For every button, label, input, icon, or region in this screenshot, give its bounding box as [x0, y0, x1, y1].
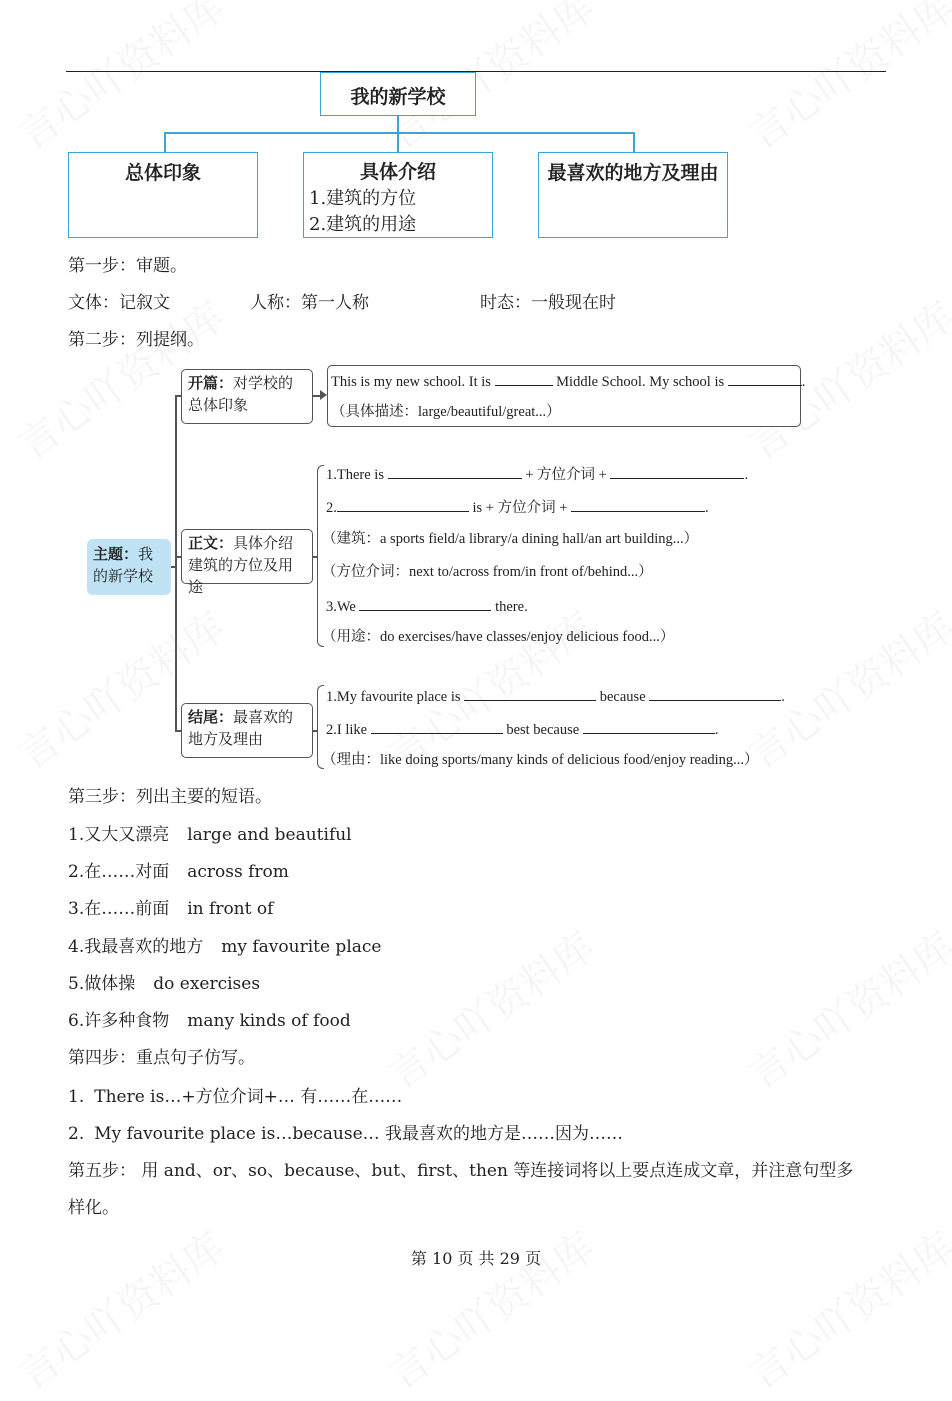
style-label: 文体：记叙文 [68, 293, 170, 313]
watermark [375, 916, 604, 1100]
phrase-en: many kinds of food [187, 1011, 351, 1031]
watermark [735, 0, 952, 161]
topic-label: 主题： [93, 545, 139, 563]
watermark [5, 0, 234, 161]
text-part: This is my new school. It is [331, 374, 491, 390]
phrase-cn: 6.许多种食物 [68, 1011, 170, 1031]
text-part: is + 方位介词 + [472, 500, 568, 516]
watermark [375, 1216, 604, 1400]
sentence-num: 2. [68, 1124, 85, 1144]
blank [649, 686, 781, 701]
text-part: there. [495, 599, 528, 615]
body-hint-usage: （用途：do exercises/have classes/enjoy delicious food...） [322, 629, 675, 645]
body-hint-buildings: （建筑：a sports field/a library/a dining hall/an art building...） [322, 531, 699, 547]
body-line-1 [326, 464, 748, 484]
phrase-item [68, 974, 260, 994]
text-part: 2.I like [326, 722, 368, 738]
blank [371, 719, 503, 734]
text-part: + 方位介词 + [525, 467, 607, 483]
ending-box [181, 703, 313, 758]
ending-line-1 [326, 686, 785, 706]
watermark [5, 1216, 234, 1400]
blank [610, 464, 744, 479]
sentence-item [68, 1087, 402, 1107]
ending-text: 最喜欢的地方及理由 [188, 708, 294, 748]
node-line: 1.建筑的方位 [309, 188, 417, 209]
header-rule [66, 71, 886, 72]
step-1: 第一步：审题。 [68, 256, 187, 276]
branch-line [175, 395, 177, 731]
phrase-en: across from [187, 862, 289, 882]
tree-node-overall [68, 152, 258, 238]
topic-box [87, 539, 171, 595]
blank [359, 596, 491, 611]
sentence-text: My favourite place is…because… 我最喜欢的地方是……因为…… [94, 1124, 624, 1144]
connector [633, 132, 635, 152]
ending-hint: （理由：like doing sports/many kinds of delicious food/enjoy reading...） [322, 752, 759, 768]
text-part: Middle School. My school is [556, 374, 725, 390]
sentence-text: There is…+方位介词+… 有……在…… [94, 1087, 403, 1107]
phrase-item [68, 825, 352, 845]
watermark [735, 1216, 952, 1400]
text-part: . [714, 722, 719, 738]
phrase-en: my favourite place [221, 937, 382, 957]
text-part: 3.We [326, 599, 356, 615]
opening-hint: （具体描述：large/beautiful/great...） [331, 404, 561, 420]
node-line: 2.建筑的用途 [309, 214, 417, 235]
opening-sentence [331, 371, 805, 391]
blank [388, 464, 522, 479]
text-part: 1.There is [326, 467, 384, 483]
phrase-en: do exercises [153, 974, 261, 994]
person-label: 人称：第一人称 [250, 293, 369, 313]
text-part: . [801, 374, 806, 390]
watermark [735, 916, 952, 1100]
opening-text: 对学校的总体印象 [188, 374, 294, 414]
text-part: 1.My favourite place is [326, 689, 461, 705]
step-5-cont: 样化。 [68, 1198, 119, 1218]
sentence-item [68, 1124, 623, 1144]
step-3: 第三步：列出主要的短语。 [68, 787, 272, 807]
phrase-item [68, 937, 381, 957]
body-line-3 [326, 596, 528, 616]
step-4: 第四步：重点句子仿写。 [68, 1048, 255, 1068]
tree-node-details [303, 152, 493, 238]
connector [397, 116, 399, 133]
ending-line-2 [326, 719, 718, 739]
tree-node-favourite [538, 152, 728, 238]
blank [337, 497, 469, 512]
phrase-cn: 3.在……前面 [68, 899, 170, 919]
phrase-item [68, 862, 289, 882]
body-line-2 [326, 497, 709, 517]
body-hint-prepositions: （方位介词：next to/across from/in front of/behind...） [322, 564, 653, 580]
step-5: 第五步： 用 and、or、so、because、but、first、then 等连接词将以上要点连成文章，并注意句型多 [68, 1161, 854, 1181]
phrase-item [68, 1011, 351, 1031]
phrase-en: in front of [187, 899, 274, 919]
text-part: best because [506, 722, 580, 738]
body-label: 正文： [188, 534, 234, 552]
opening-label: 开篇： [188, 374, 234, 392]
topic-text: 我的新学校 [93, 545, 154, 585]
sentence-num: 1. [68, 1087, 85, 1107]
node-title: 具体介绍 [359, 161, 436, 183]
blank [571, 497, 705, 512]
phrase-cn: 4.我最喜欢的地方 [68, 937, 204, 957]
blank [728, 371, 802, 386]
phrase-item [68, 899, 273, 919]
text-part: . [705, 500, 709, 516]
connector [164, 132, 634, 134]
phrase-cn: 2.在……对面 [68, 862, 170, 882]
arrow-head-icon [320, 390, 327, 400]
tense-label: 时态：一般现在时 [480, 293, 616, 313]
node-title: 最喜欢的地方及理由 [547, 162, 719, 184]
phrase-en: large and beautiful [187, 825, 352, 845]
body-text: 具体介绍建筑的方位及用途 [188, 534, 294, 596]
phrase-cn: 1.又大又漂亮 [68, 825, 170, 845]
connector [164, 132, 166, 152]
text-part: . [744, 467, 749, 483]
ending-label: 结尾： [188, 708, 234, 726]
text-part: . [781, 689, 785, 705]
blank [495, 371, 553, 386]
phrase-cn: 5.做体操 [68, 974, 136, 994]
body-box [181, 529, 313, 596]
step-2: 第二步：列提纲。 [68, 330, 204, 350]
blank [583, 719, 715, 734]
tree-root-box [320, 72, 476, 116]
blank [464, 686, 596, 701]
text-part: 2. [326, 500, 337, 516]
connector [397, 132, 399, 152]
tree-root-title: 我的新学校 [350, 86, 446, 108]
body-bracket [317, 465, 324, 647]
node-title: 总体印象 [124, 162, 201, 184]
text-part: because [599, 689, 646, 705]
page-footer: 第 10 页 共 29 页 [410, 1249, 542, 1268]
opening-box [181, 369, 313, 424]
